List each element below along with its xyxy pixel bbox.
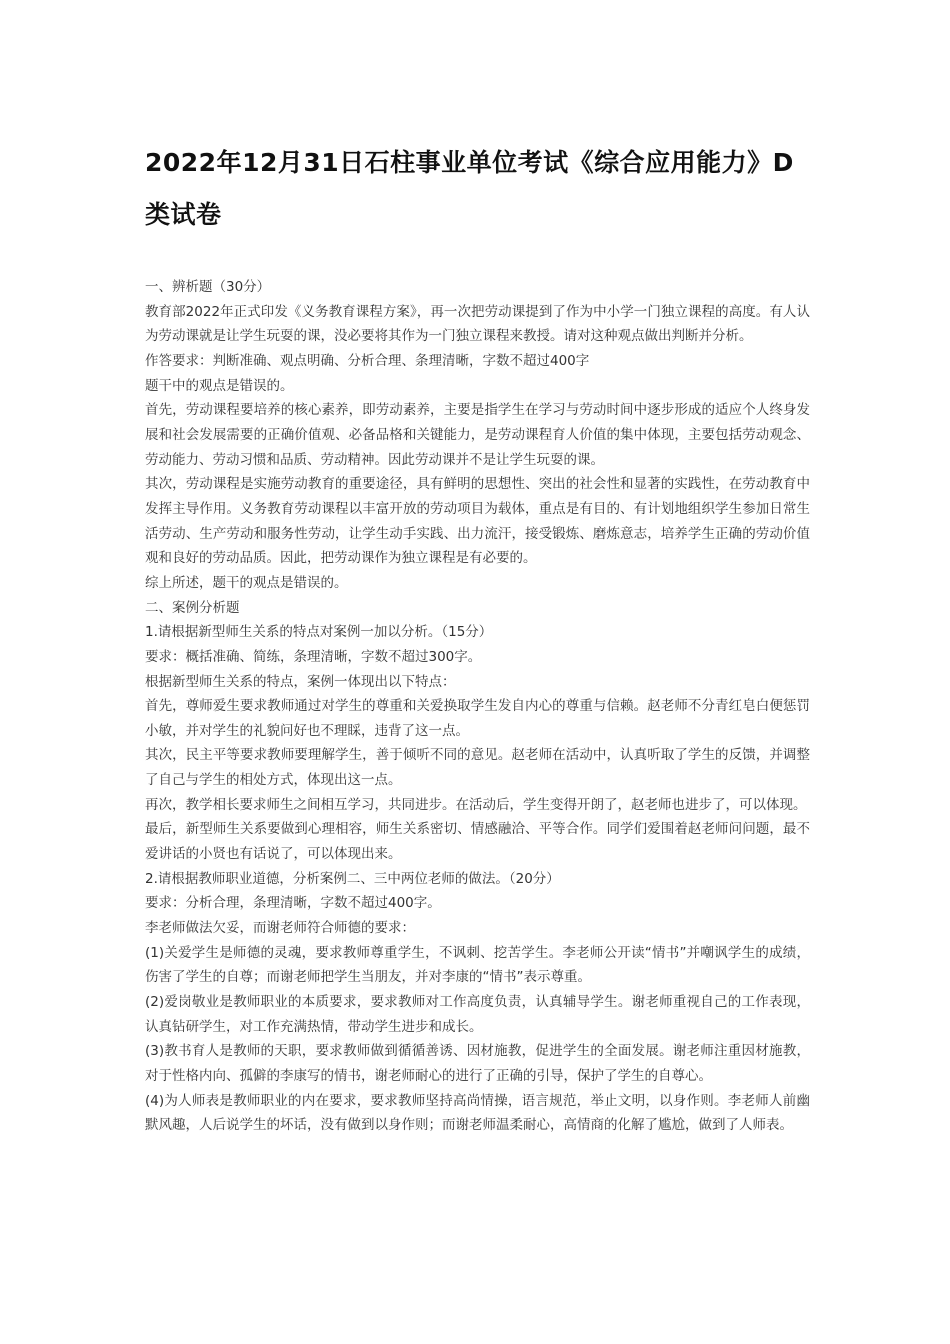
answer-paragraph: (4)为人师表是教师职业的内在要求，要求教师坚持高尚情操，语言规范，举止文明，以身作则。李老师人前幽默风趣，人后说学生的坏话，没有做到以身作则；而谢老师温柔耐心，高情商的化解了尴尬，做到了人师表。 [145,1092,810,1134]
question-text: 教育部2022年正式印发《义务教育课程方案》，再一次把劳动课提到了作为中小学一门独立课程的高度。有人认为劳动课就是让学生玩耍的课，没必要将其作为一门独立课程来教授。请对这种观点做出判断并分析。 [145,303,810,345]
answer-requirement: 要求：概括准确、简练，条理清晰，字数不超过300字。 [145,648,482,665]
answer-paragraph: (3)教书育人是教师的天职，要求教师做到循循善诱、因材施教，促进学生的全面发展。谢老师注重因材施教，对于性格内向、孤僻的李康写的情书，谢老师耐心的进行了正确的引导，保护了学生的自尊心。 [145,1043,810,1084]
question-text: 1.请根据新型师生关系的特点对案例一加以分析。（15分） [145,624,493,641]
answer-paragraph: 其次，劳动课程是实施劳动教育的重要途径，具有鲜明的思想性、突出的社会性和显著的实践性，在劳动教育中发挥主导作用。义务教育劳动课程以丰富开放的劳动项目为载体，重点是有目的、有计划地组织学生参加日常生活劳动、生产劳动和服务性劳动，让学生动手实践、出力流汗，接受锻炼、磨炼意志，培养学生正确的劳动价值观和良好的劳动品质。因此，把劳动课作为独立课程是有必要的。 [145,476,810,567]
answer-paragraph: 其次，民主平等要求教师要理解学生，善于倾听不同的意见。赵老师在活动中，认真听取了学生的反馈，并调整了自己与学生的相处方式，体现出这一点。 [145,747,810,789]
question-text: 2.请根据教师职业道德，分析案例二、三中两位老师的做法。（20分） [145,870,560,887]
answer-paragraph: 综上所述，题干的观点是错误的。 [145,574,348,591]
answer-paragraph: 最后，新型师生关系要做到心理相容，师生关系密切、情感融洽、平等合作。同学们爱围着赵老师问问题，最不爱讲话的小贤也有话说了，可以体现出来。 [145,821,810,863]
answer-paragraph: 再次，教学相长要求师生之间相互学习，共同进步。在活动后，学生变得开朗了，赵老师也进步了，可以体现。 [145,796,807,813]
answer-requirement: 作答要求：判断准确、观点明确、分析合理、条理清晰，字数不超过400字 [145,352,590,369]
document-body [145,275,810,1138]
answer-requirement: 要求：分析合理，条理清晰，字数不超过400字。 [145,895,441,912]
answer-paragraph: (1)关爱学生是师德的灵魂，要求教师尊重学生，不讽刺、挖苦学生。李老师公开读“情书”并嘲讽学生的成绩，伤害了学生的自尊；而谢老师把学生当朋友，并对李康的“情书”表示尊重。 [145,944,810,986]
document-title: 2022年12月31日石柱事业单位考试《综合应用能力》D类试卷 [145,148,794,229]
answer-paragraph: 题干中的观点是错误的。 [145,377,294,394]
section-heading-case: 二、案例分析题 [145,599,240,616]
answer-paragraph: 根据新型师生关系的特点，案例一体现出以下特点： [145,673,456,690]
answer-paragraph: (2)爱岗敬业是教师职业的本质要求，要求教师对工作高度负责，认真辅导学生。谢老师重视自己的工作表现，认真钻研学生，对工作充满热情，带动学生进步和成长。 [145,994,810,1035]
answer-paragraph: 首先，劳动课程要培养的核心素养，即劳动素养，主要是指学生在学习与劳动时间中逐步形成的适应个人终身发展和社会发展需要的正确价值观、必备品格和关键能力，是劳动课程育人价值的集中体现，主要包括劳动观念、劳动能力、劳动习惯和品质、劳动精神。因此劳动课并不是让学生玩耍的课。 [145,402,810,468]
section-heading-analysis: 一、辨析题（30分） [145,279,271,295]
answer-paragraph: 首先，尊师爱生要求教师通过对学生的尊重和关爱换取学生发自内心的尊重与信赖。赵老师不分青红皂白便惩罚小敏，并对学生的礼貌问好也不理睬，违背了这一点。 [145,698,810,739]
answer-paragraph: 李老师做法欠妥，而谢老师符合师德的要求： [145,920,415,937]
document-page [145,0,810,1138]
